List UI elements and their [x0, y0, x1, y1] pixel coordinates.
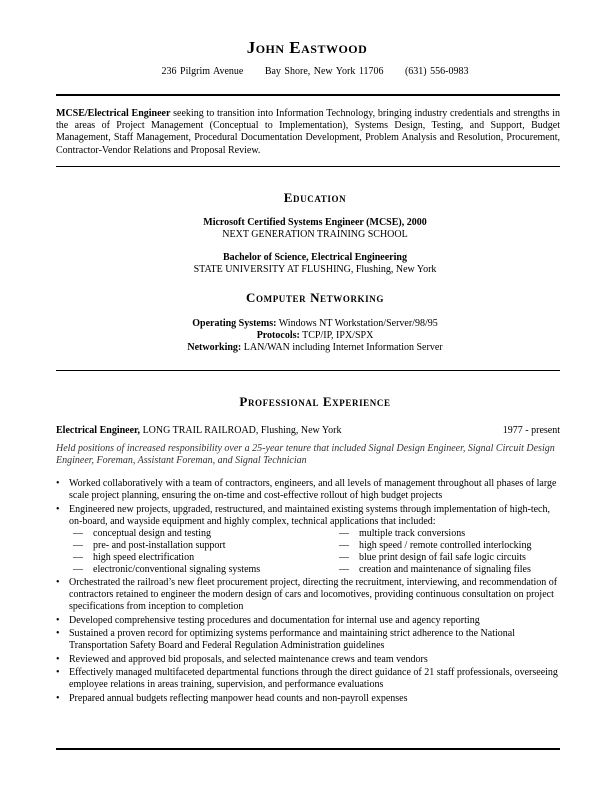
list-item: — multiple track conversions: [339, 527, 466, 539]
education-entry-1: [56, 217, 574, 241]
technical-applications-list: [69, 528, 560, 576]
summary-divider: [56, 166, 560, 167]
contact-address: 236 Pilgrim Avenue: [161, 66, 244, 77]
education-school: STATE UNIVERSITY AT FLUSHING, Flushing, New York: [193, 264, 437, 275]
footer-divider: [56, 748, 560, 750]
list-item: • Worked collaboratively with a team of contractors, engineers, and all levels of management throughout all phases of large scale project planning, ensuring the on-time and cost-effective rollout of high budget projects: [56, 478, 557, 501]
list-item: • Prepared annual budgets reflecting manpower head counts and non-payroll expenses: [56, 692, 408, 704]
networking-item: Operating Systems: Windows NT Workstation/Server/98/95: [192, 318, 438, 329]
list-item: • Effectively managed multifaceted departmental functions through the direct guidance of 21 staff professionals, overseeing employee relations in areas training, supervision, and performance evaluations: [56, 667, 558, 690]
list-item: — high speed / remote controlled interlocking: [339, 539, 532, 551]
list-item: — high speed electrification: [73, 551, 195, 563]
list-item: — electronic/conventional signaling systems: [73, 563, 261, 575]
education-entry-2: [56, 252, 574, 276]
education-school: NEXT GENERATION TRAINING SCHOOL: [222, 229, 408, 240]
networking-heading: Computer Networking: [246, 290, 384, 305]
list-item: — pre- and post-installation support: [73, 539, 226, 551]
list-item: — conceptual design and testing: [73, 527, 212, 539]
job-employer: LONG TRAIL RAILROAD, Flushing, New York: [140, 425, 342, 436]
header-divider: [56, 94, 560, 96]
networking-list: [56, 318, 574, 354]
job-role: Electrical Engineer,: [56, 425, 141, 436]
summary-paragraph: [56, 108, 560, 157]
list-item: • Sustained a proven record for optimizing systems performance and maintaining strict adherence to the National Transportation Safety Board and Federal Regulation Administration guidelines: [56, 628, 515, 651]
job-header: [56, 425, 560, 436]
candidate-name: John Eastwood: [246, 38, 368, 57]
list-item: • Reviewed and approved bid proposals, and selected maintenance crews and team vendors: [56, 653, 428, 665]
education-degree: Bachelor of Science, Electrical Engineering: [223, 252, 407, 263]
contact-city: Bay Shore, New York 11706: [264, 66, 384, 77]
job-description: Held positions of increased responsibility over a 25-year tenure that included Signal Design Engineer, Signal Circuit Design Engineer, Foreman, Assistant Foreman, and Signal Technician: [56, 443, 555, 466]
summary-text: seeking to transition into Information Technology, bringing industry credentials and strengths in the areas of Project Management (Conceptual to Implementation), Systems Design, Testing, and Support, Budget Management, Staff Management, Procedural Documentation Development, Problem Analysis and Resolution, Procurement, Contractor-Vendor Relations and Proposal Review.: [56, 108, 560, 156]
list-item: • Developed comprehensive testing procedures and documentation for internal use and agency reporting: [56, 614, 480, 626]
networking-item: Protocols: TCP/IP, IPX/SPX: [256, 330, 374, 341]
job-dates: 1977 - present: [502, 425, 560, 436]
list-item: • Engineered new projects, upgraded, restructured, and maintained existing systems through implementation of high-tech, on-board, and wayside equipment and highly complex, technical applications that included: — conceptual design and testing — multiple track conversions — pre- and post-installation support — high speed / remote controlled interlocking — high speed electrification — blue print design of fail safe logic circuits — electronic/conventional signaling systems — creation and maintenance of signaling files: [56, 504, 560, 576]
contact-line: [56, 66, 574, 77]
education-degree: Microsoft Certified Systems Engineer (MCSE), 2000: [203, 217, 427, 228]
networking-item: Networking: LAN/WAN including Internet Information Server: [187, 342, 443, 353]
networking-divider: [56, 370, 560, 371]
education-heading: Education: [283, 190, 347, 205]
list-item: • Orchestrated the railroad’s new fleet procurement project, directing the recruitment, interviewing, and recommendation of contractors retained to engineer the modern design of cars and locomotives, providing continuous consultation on project specifications from inception to completion: [56, 577, 558, 612]
contact-phone: (631) 556-0983: [404, 66, 469, 77]
list-item: — blue print design of fail safe logic circuits: [339, 551, 526, 563]
list-item: — creation and maintenance of signaling files: [339, 563, 531, 575]
experience-heading: Professional Experience: [239, 394, 391, 409]
summary-title: MCSE/Electrical Engineer: [56, 108, 171, 119]
job-bullets: [56, 478, 560, 706]
